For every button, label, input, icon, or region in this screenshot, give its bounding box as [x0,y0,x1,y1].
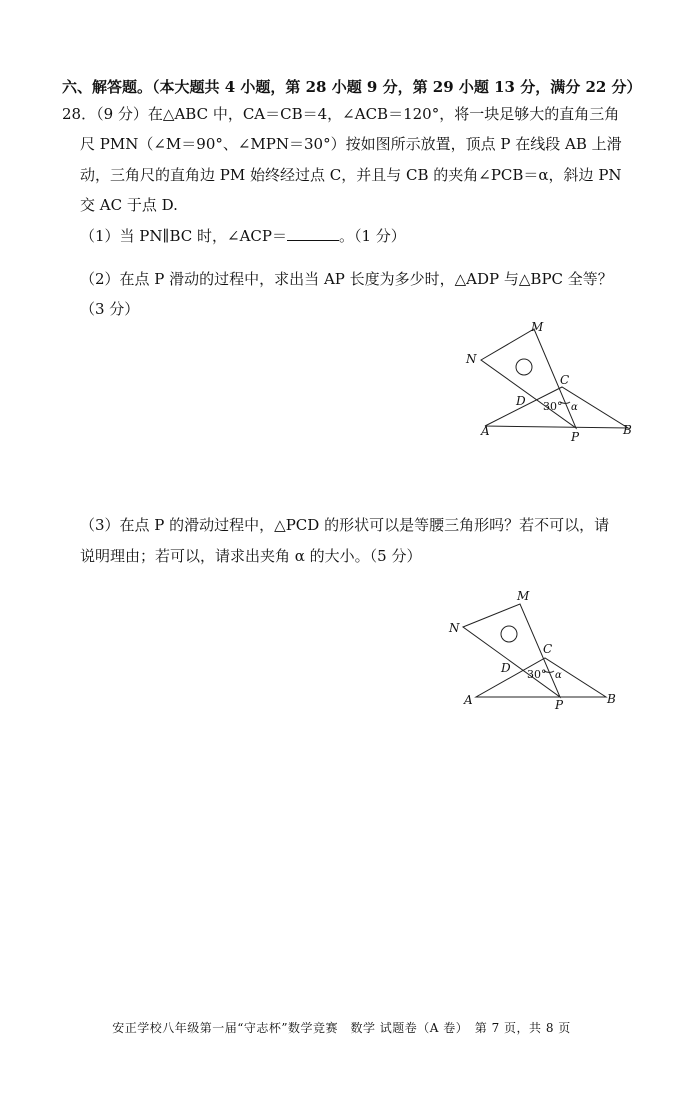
question-line-4: 交 AC 于点 D. [80,196,178,214]
label-c-1: C [560,373,570,387]
label-n-1: N [466,352,477,366]
question-number: 28． [62,105,97,123]
question-text: 在△ABC 中，CA＝CB＝4，∠ACB＝120°，将一块足够大的直角三角 [147,105,620,123]
page-footer: 安正学校八年级第一届“守志杯”数学竞赛 数学 试题卷（A 卷） 第 7 页，共 8 页 [112,1021,571,1035]
label-d-1: D [516,394,526,408]
label-30-2: 30° [527,668,547,681]
label-alpha-2: α [555,670,562,681]
label-m-1: M [531,320,544,334]
label-alpha-1: α [571,402,578,413]
set-square-hole-2 [501,626,517,642]
label-a-2: A [464,693,473,707]
label-c-2: C [543,642,553,656]
label-d-2: D [501,661,511,675]
question-points: （9 分） [96,105,148,123]
label-p-1: P [571,430,580,444]
part-2-line-1: （2）在点 P 滑动的过程中，求出当 AP 长度为多少时，△ADP 与△BPC 全等？ [80,270,613,288]
label-30-1: 30° [543,400,563,413]
part-3-line-1: （3）在点 P 的滑动过程中，△PCD 的形状可以是等腰三角形吗？若不可以，请 [80,516,610,534]
part-1-text: （1）当 PN∥BC 时，∠ACP＝ [80,227,287,245]
question-line-3: 动，三角尺的直角边 PM 始终经过点 C，并且与 CB 的夹角∠PCB＝α，斜边 PN [80,166,622,184]
part-1-points: 。（1 分） [338,227,406,245]
label-b-1: B [623,423,632,437]
label-a-1: A [481,424,490,438]
label-b-2: B [607,692,616,706]
label-n-2: N [449,621,460,635]
section-title: 六、解答题。（本大题共 4 小题，第 28 小题 9 分，第 29 小题 13 分，满分 22 分） [62,78,642,96]
part-2-line-2: （3 分） [80,300,140,318]
label-p-2: P [555,698,564,712]
part-3-line-2: 说明理由；若可以，请求出夹角 α 的大小。（5 分） [80,547,422,565]
label-m-2: M [517,589,530,603]
question-line-2: 尺 PMN（∠M＝90°、∠MPN＝30°）按如图所示放置，顶点 P 在线段 AB 上滑 [80,135,622,153]
